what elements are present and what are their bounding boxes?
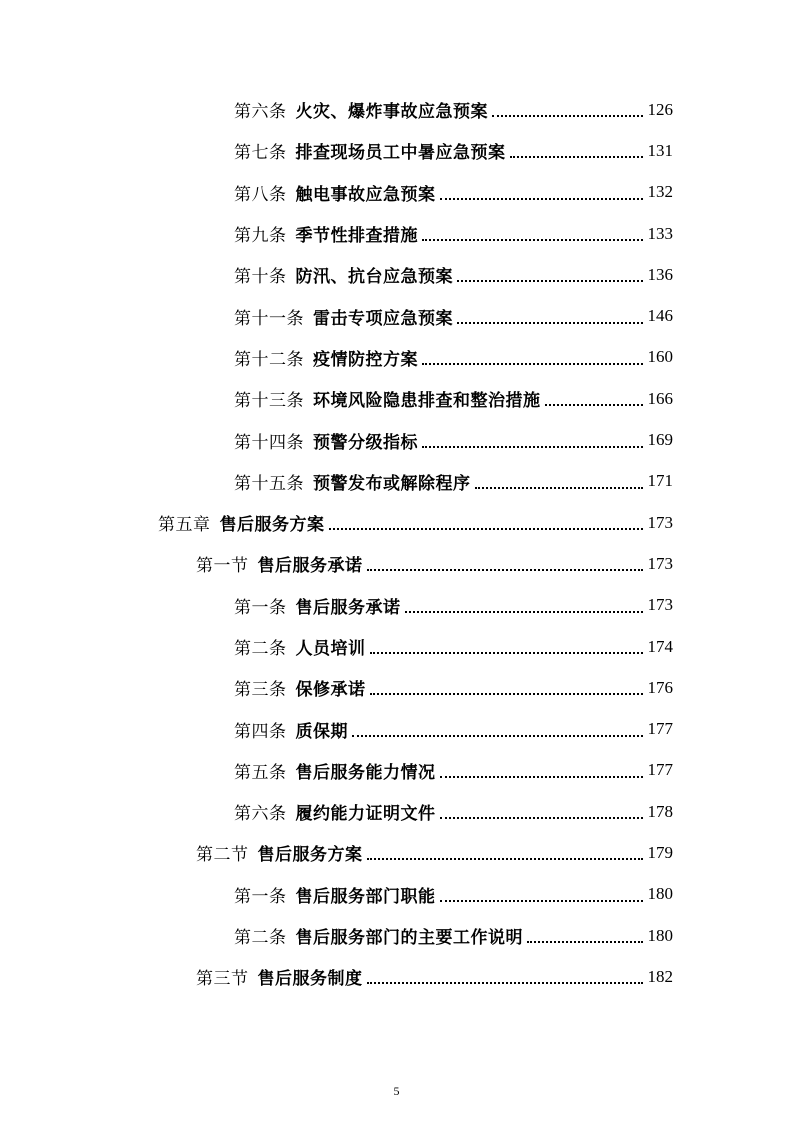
toc-entry[interactable]	[0, 791, 793, 832]
dot-leader	[367, 981, 644, 984]
toc-entry[interactable]	[0, 708, 793, 749]
toc-entry-section[interactable]	[0, 832, 793, 873]
dot-leader	[492, 114, 643, 117]
dot-leader	[370, 692, 644, 695]
dot-leader	[457, 321, 643, 324]
dot-leader	[527, 940, 643, 943]
dot-leader	[457, 279, 643, 282]
toc-entry-page: 180	[647, 884, 673, 904]
toc-entry-number: 第四条	[234, 721, 287, 742]
toc-entry[interactable]	[0, 667, 793, 708]
toc-entry-page: 177	[647, 760, 673, 780]
toc-entry-number: 第二条	[234, 639, 287, 659]
toc-entry-number: 第八条	[234, 184, 287, 205]
toc-entry-title: 售后服务方案	[219, 515, 325, 536]
toc-entry-page: 180	[647, 925, 673, 945]
toc-entry-page: 132	[647, 182, 673, 202]
toc-entry-number: 第三节	[196, 969, 249, 990]
toc-entry-chapter[interactable]	[0, 502, 793, 543]
toc-entry-number: 第六条	[234, 804, 287, 825]
toc-entry[interactable]	[0, 130, 793, 171]
dot-leader	[440, 775, 644, 778]
toc-entry-title: 售后服务部门职能	[295, 886, 436, 907]
toc-entry-page: 171	[647, 471, 673, 491]
toc-entry[interactable]	[0, 172, 793, 213]
toc-entry-title: 售后服务方案	[257, 845, 363, 866]
toc-entry-number: 第一条	[234, 597, 287, 618]
toc-entry-title: 履约能力证明文件	[295, 804, 436, 825]
toc-entry-number: 第十条	[234, 267, 287, 288]
toc-entry-title: 预警发布或解除程序	[313, 473, 471, 494]
toc-entry-number: 第十一条	[234, 308, 304, 329]
toc-entry-page: 179	[647, 842, 673, 862]
toc-entry-title: 季节性排查措施	[295, 226, 418, 247]
dot-leader	[370, 651, 644, 654]
toc-entry-title: 雷击专项应急预案	[313, 308, 453, 329]
toc-entry-title: 防汛、抗台应急预案	[295, 267, 453, 288]
toc-entry-title: 售后服务制度	[257, 969, 363, 990]
toc-entry-title: 人员培训	[295, 639, 366, 659]
toc-entry-page: 174	[647, 636, 673, 656]
toc-entry-page: 169	[647, 430, 673, 450]
toc-entry[interactable]	[0, 89, 793, 130]
toc-entry-title: 保修承诺	[295, 680, 366, 701]
toc-entry-title: 质保期	[295, 721, 348, 742]
toc-entry-title: 火灾、爆炸事故应急预案	[295, 102, 488, 123]
toc-entry[interactable]	[0, 254, 793, 295]
toc-entry-page: 146	[647, 306, 673, 326]
toc-entry-page: 177	[647, 719, 673, 739]
toc-entry-number: 第十三条	[234, 391, 304, 412]
toc-entry-title: 疫情防控方案	[313, 349, 418, 370]
dot-leader	[475, 486, 644, 489]
dot-leader	[545, 403, 644, 406]
page-number: 5	[393, 1084, 400, 1098]
toc-entry[interactable]	[0, 419, 793, 460]
toc-entry-title: 排查现场员工中暑应急预案	[295, 143, 506, 164]
toc-entry-number: 第一条	[234, 886, 287, 907]
dot-leader	[440, 899, 644, 902]
toc-entry-page: 173	[647, 512, 673, 532]
toc-entry-number: 第一节	[196, 556, 249, 577]
toc-entry-page: 176	[647, 677, 673, 697]
toc-entry-section[interactable]	[0, 543, 793, 584]
toc-entry[interactable]	[0, 585, 793, 626]
toc-entry-number: 第二节	[196, 845, 249, 866]
dot-leader	[510, 155, 644, 158]
toc-entry-page: 173	[647, 553, 673, 573]
toc-entry-page: 166	[647, 388, 673, 408]
toc-entry[interactable]	[0, 378, 793, 419]
toc-entry-section[interactable]	[0, 956, 793, 997]
toc-entry-number: 第三条	[234, 680, 287, 701]
toc-entry-title: 环境风险隐患排查和整治措施	[313, 391, 541, 412]
dot-leader	[422, 238, 643, 241]
toc-entry-title: 售后服务部门的主要工作说明	[295, 928, 523, 949]
toc-entry-title: 售后服务能力情况	[295, 762, 436, 783]
toc-entry[interactable]	[0, 461, 793, 502]
toc-entry-page: 126	[647, 99, 673, 119]
toc-entry[interactable]	[0, 295, 793, 336]
toc-entry-number: 第九条	[234, 226, 287, 247]
toc-entry-page: 173	[647, 595, 673, 615]
dot-leader	[440, 197, 644, 200]
toc-entry-number: 第十四条	[234, 432, 304, 453]
toc-entry-number: 第六条	[234, 102, 287, 123]
toc-entry-title: 售后服务承诺	[257, 556, 363, 577]
toc-entry-number: 第二条	[234, 928, 287, 949]
toc-entry-page: 136	[647, 264, 673, 284]
toc-entry[interactable]	[0, 626, 793, 667]
toc-entry-number: 第五章	[158, 515, 211, 536]
toc-entry-page: 178	[647, 801, 673, 821]
toc-entry-number: 第十二条	[234, 349, 304, 370]
toc-entry-page: 133	[647, 223, 673, 243]
dot-leader	[422, 445, 643, 448]
toc-entry[interactable]	[0, 915, 793, 956]
toc-entry[interactable]	[0, 750, 793, 791]
dot-leader	[329, 527, 644, 530]
dot-leader	[367, 857, 644, 860]
toc-entry[interactable]	[0, 874, 793, 915]
toc-entry-number: 第五条	[234, 762, 287, 783]
toc-entry-title: 触电事故应急预案	[295, 184, 436, 205]
toc-entry-number: 第七条	[234, 143, 287, 164]
table-of-contents	[0, 89, 793, 998]
toc-entry-page: 182	[647, 966, 673, 986]
dot-leader	[367, 568, 644, 571]
toc-entry[interactable]	[0, 337, 793, 378]
toc-entry-number: 第十五条	[234, 473, 304, 494]
dot-leader	[440, 816, 644, 819]
toc-entry-page: 160	[647, 347, 673, 367]
dot-leader	[352, 734, 643, 737]
toc-entry-page: 131	[647, 140, 673, 160]
dot-leader	[422, 362, 643, 365]
toc-entry-title: 售后服务承诺	[295, 597, 401, 618]
dot-leader	[405, 610, 644, 613]
toc-entry-title: 预警分级指标	[313, 432, 418, 453]
toc-entry[interactable]	[0, 213, 793, 254]
